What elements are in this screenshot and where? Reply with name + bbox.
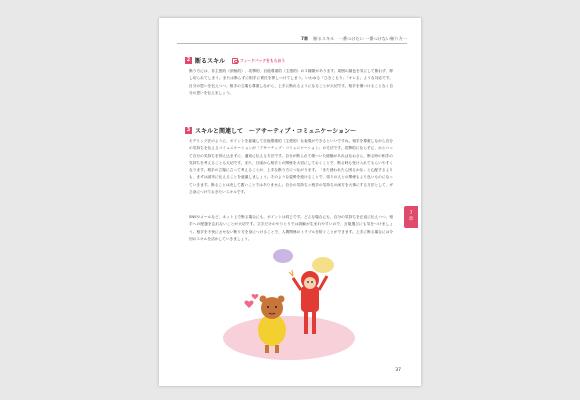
chapter-number: 7章 bbox=[300, 36, 309, 41]
section-2-paragraph: 断り方には、非主張的（消極的）、攻撃的、自他尊重的（主張的）の３種類があります。周囲の顔色を気にして断れず、押し切られてしまう。または断らずに相手に責任を押しつけてしまう。いわゆる「ひきこもり」「キレる」ような対応です。自分の思いを伝えつつ、相手の立場も尊重しながら、上手に断れるようになることが大切です。相手を傷つけることなく自分の思いを伝えましょう。 bbox=[189, 69, 393, 95]
illustration bbox=[159, 18, 421, 386]
section-title: スキルと関連して 〜アサーティブ・コミュニケーション〜 bbox=[195, 128, 357, 135]
section-title: 断るスキル bbox=[195, 58, 225, 65]
chapter-subtitle: 一番つけたい 一番つけない断り方一 bbox=[338, 36, 407, 41]
chapter-title: 断るスキル bbox=[313, 36, 335, 41]
floor-ellipse bbox=[223, 316, 355, 360]
section-3-paragraph-2: SNSやメールなど、ネット上で断る場合にも、ポイントは同じです。どんな場合にも、自分の気持ちを正直に伝えつつ、相手への配慮を忘れないことが大切です。文字だけのやりとりでは誤解が生まれやすいので、言葉選びにも気をつけましょう。相手を不快にさせない断り方を身につけることで、人間関係のトラブルを防ぐことができます。上手に断る場合には今回のスキルを活かしていきましょう。 bbox=[189, 215, 393, 241]
side-tab-char: 章 bbox=[408, 216, 414, 222]
section-number-badge: 2 bbox=[186, 57, 191, 63]
book-page bbox=[159, 18, 421, 386]
heart-icon bbox=[244, 294, 258, 308]
thought-bubble-yellow bbox=[312, 257, 334, 273]
chapter-side-tab bbox=[404, 206, 418, 228]
thought-bubble-purple bbox=[273, 249, 293, 263]
page-number: 37 bbox=[395, 368, 401, 373]
feedback-label: フィードバックをもらおう bbox=[239, 57, 286, 63]
section-number-badge: 3 bbox=[186, 127, 191, 133]
side-tab-number: 7 bbox=[409, 211, 413, 216]
section-3-paragraph-1: モデリング法のように、ポイントを意識して自他尊重的（主張的）な表現ができるといいですね。相手を尊重しながら自分の気持ちを伝えるコミュニケーションが「アサーティブ・コミュニケーション」の方法です。攻撃的にならずに、かといって自分の気持ちを抑え込まずに、適切に伝える方法です。自分が断られて傷ついた経験があればなおさら、断る時の相手の気持ちを考えることも大切です。また、日頃から相手との関係を大切にしておくことで、断る時も受け入れてもらいやすくなります。相手の立場に立って考えることが、上手な断り方につながります。「また誘われたら困るかな」と心配するよりも、まずは誠実に伝えることを意識しましょう。そのような姿勢を続けることで、周りの人との関係もより良いものになっていきます。断ることは決して悪いことではありません。自分の気持ちと相手の気持ちの両方を大事にする方法として、ぜひ身につけておきたいスキルです。 bbox=[189, 139, 393, 195]
